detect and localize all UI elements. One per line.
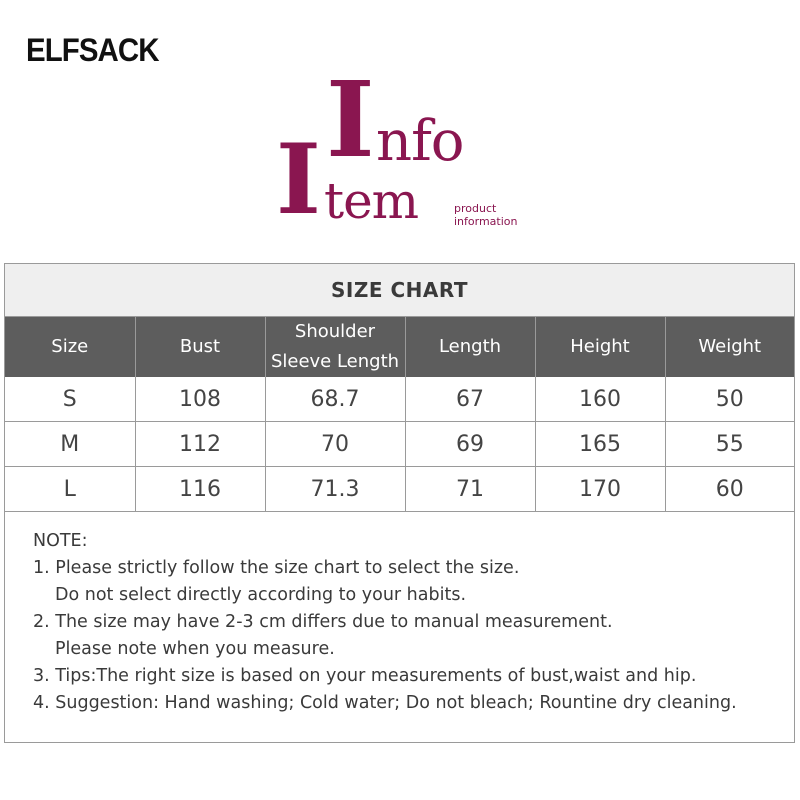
- product-information-label: [454, 202, 518, 228]
- column-header-label: Shoulder: [294, 321, 376, 342]
- table-cell: S: [5, 377, 135, 422]
- column-header: [5, 317, 135, 377]
- table-cell: 50: [665, 377, 794, 422]
- table-cell: 170: [535, 467, 665, 512]
- table-cell: 67: [405, 377, 535, 422]
- table-cell: 108: [135, 377, 265, 422]
- notes-heading: NOTE:: [33, 531, 88, 551]
- item-rest: tem: [324, 172, 419, 230]
- column-header-label-line2: Sleeve Length: [270, 351, 400, 372]
- column-header-label: Size: [51, 336, 89, 357]
- brand-logo: ELFSACK: [26, 32, 159, 68]
- column-header: [535, 317, 665, 377]
- table-cell: 70: [265, 422, 405, 467]
- table-cell: 71: [405, 467, 535, 512]
- item-info-graphic: [276, 58, 536, 236]
- size-chart-title: SIZE CHART: [5, 264, 794, 317]
- table-cell: L: [5, 467, 135, 512]
- note-line: Please note when you measure.: [55, 639, 335, 659]
- column-header-label: Length: [438, 336, 502, 357]
- note-line: Do not select directly according to your habits.: [55, 585, 467, 605]
- note-line: 3. Tips:The right size is based on your measurements of bust,waist and hip.: [33, 666, 697, 686]
- info-initial: I: [326, 58, 375, 181]
- table-row: [5, 377, 794, 422]
- column-header-label: Bust: [179, 336, 221, 357]
- column-header: [135, 317, 265, 377]
- table-cell: 116: [135, 467, 265, 512]
- info-rest: nfo: [376, 109, 464, 174]
- table-cell: 60: [665, 467, 794, 512]
- notes-list: [33, 555, 794, 717]
- table-row: [5, 467, 794, 512]
- table-header-row: [5, 317, 794, 377]
- information-label: information: [454, 215, 518, 228]
- column-header-label: Height: [570, 336, 630, 357]
- table-cell: M: [5, 422, 135, 467]
- note-line: 2. The size may have 2-3 cm differs due to manual measurement.: [33, 612, 613, 632]
- note-line: 4. Suggestion: Hand washing; Cold water; Do not bleach; Rountine dry cleaning.: [33, 693, 737, 713]
- product-label: product: [454, 202, 497, 215]
- column-header: [665, 317, 794, 377]
- table-cell: 112: [135, 422, 265, 467]
- size-chart: [4, 263, 795, 743]
- size-table: [5, 317, 794, 512]
- table-cell: 160: [535, 377, 665, 422]
- table-row: [5, 422, 794, 467]
- table-cell: 71.3: [265, 467, 405, 512]
- table-cell: 165: [535, 422, 665, 467]
- note-line: 1. Please strictly follow the size chart to select the size.: [33, 558, 520, 578]
- table-body: [5, 377, 794, 512]
- column-header: [265, 317, 405, 377]
- table-cell: 69: [405, 422, 535, 467]
- table-cell: 55: [665, 422, 794, 467]
- column-header-label: Weight: [698, 336, 762, 357]
- column-header: [405, 317, 535, 377]
- item-initial: I: [276, 123, 321, 236]
- notes-section: [5, 512, 794, 717]
- table-cell: 68.7: [265, 377, 405, 422]
